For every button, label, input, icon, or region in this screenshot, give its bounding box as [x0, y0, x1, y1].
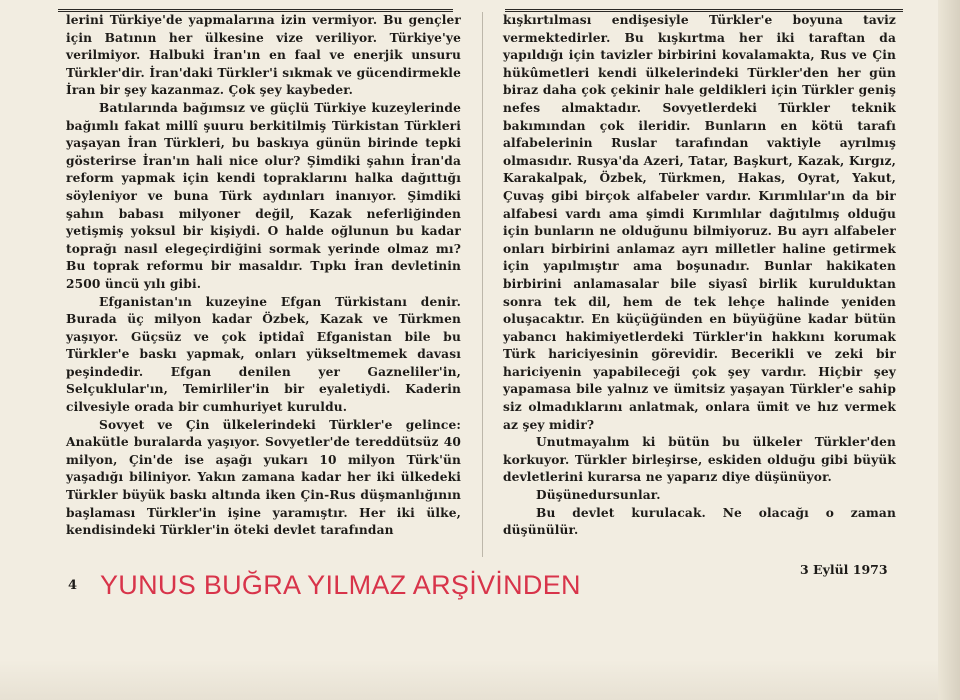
left-paragraph-1: lerini Türkiye'de yapmalarına izin vermiyor. Bu gençler için Batının her ülkesine vize veriliyor. Türkiye'ye verilmiyor. Halbuki İran'ın en faal ve enerjik unsuru Türkler'dir. İran'daki Türkler'i sıkmak ve gücendirmekle İran bir şey kazanmaz. Çok şey kaybeder. — [66, 13, 461, 98]
page-edge — [938, 0, 960, 700]
top-rule-right — [505, 0, 903, 12]
issue-date: 3 Eylül 1973 — [800, 562, 888, 577]
right-paragraph-1: kışkırtılması endişesiyle Türkler'e boyuna taviz vermektedirler. Bu kışkırtma her iki taraftan da yapıldığı için tavizler birbirini kovalamakta, Rus ve Çin hükûmetleri kendi ülkelerindeki Türkler'den her gün biraz daha çok çekinir hale geldikleri için Türkler geniş nefes almaktadır. Sovyetlerdeki Türkler teknik bakımından çok ileridir. Bunların en kötü tarafı alfabelerinin Ruslar tarafından vaktiyle ayrılmış olmasıdır. Rusya'da Azeri, Tatar, Başkurt, Kazak, Kırgız, Karakalpak, Özbek, Türkmen, Hakas, Oyrat, Yakut, Çuvaş gibi birçok alfabeler vardır. Kırımlılar'ın da bir alfabesi vardı ama şimdi Kırımlılar dağıtılmış olduğu için bunların ne olduğunu bilmiyoruz. Bu ayrı alfabeler onları birbirini anlamaz ayrı milletler haline getirmek için yapılmıştır ama boşunadır. Bunlar hakikaten birbirini anlamasalar bile siyasî birlik kurulduktan sonra tek dil, hem de tek lehçe halinde yeniden oluşacaktır. En küçüğünden en büyüğüne kadar bütün yabancı hakimiyetlerdeki Türkler'in hakkını korumak Türk hariciyesinin görevidir. Becerikli ve zeki bir hariciyenin yapabileceği çok şey vardır. Hiçbir şey yapamasa bile yalnız ve ümitsiz yaşayan Türkler'e sahip siz olmadıklarını anlatmak, onlara ümit ve hız vermek az şey midir? — [503, 13, 896, 432]
left-paragraph-2: Batılarında bağımsız ve güçlü Türkiye kuzeylerinde bağımlı fakat millî şuuru berkitilmiş Türkistan Türkleri yaşayan İran Türkleri, bu baskıya günün birinde tepki gösterirse İran'ın hali nice olur? Şimdiki şahın İran'da reform yapmak için kendi topraklarını halka dağıttığı söyleniyor ve buna Türk aydınları inanıyor. Şimdiki şahın babası milyoner değil, Kazak neferliğinden yetişmiş yoksul bir kişiydi. O halde oğlunun bu kadar toprağı nasıl elegeçirdiğini sormak yerinde olmaz mı? Bu toprak reformu bir masaldır. Tıpkı İran devletinin 2500 üncü yılı gibi. — [66, 100, 461, 291]
right-paragraph-2: Unutmayalım ki bütün bu ülkeler Türkler'den korkuyor. Türkler birleşirse, eskiden olduğu gibi büyük devletlerini kurarsa ne yaparız diye düşünüyor. — [503, 435, 896, 485]
left-paragraph-3: Efganistan'ın kuzeyine Efgan Türkistanı denir. Burada üç milyon kadar Özbek, Kazak ve Türkmen yaşıyor. Güçsüz ve çok iptidaî Efganistan bile bu Türkler'e baskı yapmak, onları yükseltmemek davası peşindedir. Efgan denilen yer Gazneliler'in, Selçuklular'ın, Temirliler'in bir eyaletiydi. Kaderin cilvesiyle orada bir cumhuriyet kuruldu. — [66, 294, 461, 415]
top-rule-left — [58, 0, 453, 12]
right-column — [503, 12, 896, 540]
page-number: 4 — [68, 578, 78, 593]
column-divider — [482, 12, 483, 557]
left-column — [66, 12, 461, 540]
archive-watermark: YUNUS BUĞRA YILMAZ ARŞİVİNDEN — [100, 570, 581, 600]
bottom-margin — [0, 660, 960, 700]
left-paragraph-4: Sovyet ve Çin ülkelerindeki Türkler'e gelince: Anakütle buralarda yaşıyor. Sovyetler'de tereddütsüz 40 milyon, Çin'de ise aşağı yukarı 10 milyon Türk'ün yaşadığı biliniyor. Yakın zamana kadar her iki ülkedeki Türkler büyük baskı altında iken Çin-Rus düşmanlığının başlaması Türkler'in işine yaramıştır. Her iki ülke, kendisindeki Türkler'in öteki devlet tarafından — [66, 417, 461, 538]
right-paragraph-4: Bu devlet kurulacak. Ne olacağı o zaman düşünülür. — [503, 505, 896, 538]
right-paragraph-3: Düşünedursunlar. — [536, 488, 661, 503]
